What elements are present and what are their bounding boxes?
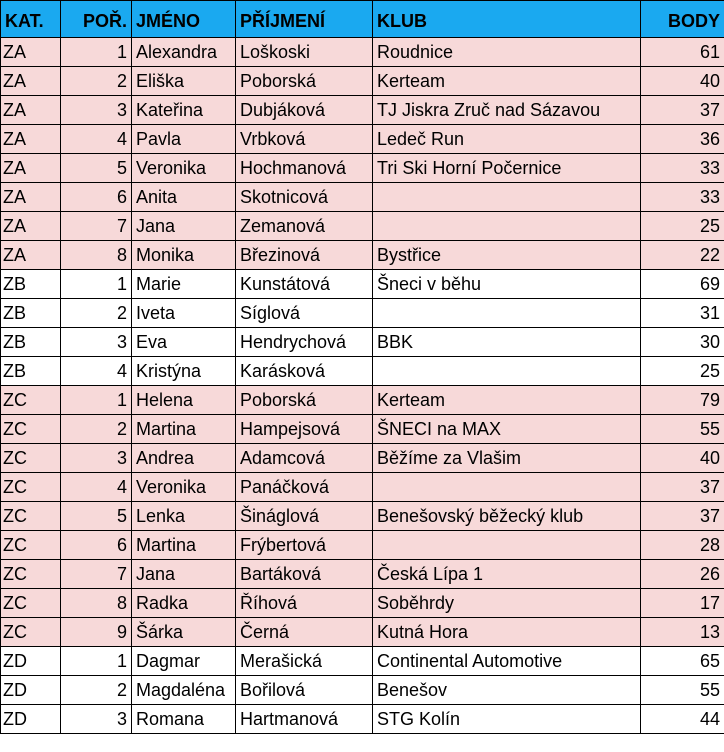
cell-klub: Kerteam bbox=[373, 386, 641, 415]
table-row bbox=[1, 560, 724, 589]
cell-kat: ZA bbox=[1, 154, 61, 183]
table-row bbox=[1, 212, 724, 241]
cell-body: 65 bbox=[641, 647, 724, 676]
cell-prijmeni: Poborská bbox=[236, 386, 373, 415]
cell-jmeno: Šárka bbox=[132, 618, 236, 647]
cell-jmeno: Monika bbox=[132, 241, 236, 270]
cell-kat: ZB bbox=[1, 328, 61, 357]
table-row bbox=[1, 618, 724, 647]
cell-prijmeni: Bořilová bbox=[236, 676, 373, 705]
cell-poradi: 1 bbox=[61, 270, 132, 299]
cell-kat: ZC bbox=[1, 531, 61, 560]
cell-body: 69 bbox=[641, 270, 724, 299]
cell-prijmeni: Karásková bbox=[236, 357, 373, 386]
cell-body: 33 bbox=[641, 183, 724, 212]
cell-prijmeni: Vrbková bbox=[236, 125, 373, 154]
cell-klub bbox=[373, 357, 641, 386]
cell-kat: ZD bbox=[1, 676, 61, 705]
cell-klub: Kutná Hora bbox=[373, 618, 641, 647]
cell-klub bbox=[373, 183, 641, 212]
cell-body: 22 bbox=[641, 241, 724, 270]
cell-kat: ZA bbox=[1, 125, 61, 154]
cell-jmeno: Eliška bbox=[132, 67, 236, 96]
table-row bbox=[1, 473, 724, 502]
header-kat: KAT. bbox=[1, 1, 61, 38]
cell-prijmeni: Hartmanová bbox=[236, 705, 373, 734]
cell-body: 13 bbox=[641, 618, 724, 647]
cell-jmeno: Helena bbox=[132, 386, 236, 415]
cell-poradi: 2 bbox=[61, 299, 132, 328]
cell-poradi: 3 bbox=[61, 328, 132, 357]
cell-klub: Kerteam bbox=[373, 67, 641, 96]
cell-poradi: 7 bbox=[61, 212, 132, 241]
cell-body: 17 bbox=[641, 589, 724, 618]
cell-klub: Continental Automotive bbox=[373, 647, 641, 676]
cell-klub: Benešovský běžecký klub bbox=[373, 502, 641, 531]
cell-jmeno: Eva bbox=[132, 328, 236, 357]
cell-poradi: 8 bbox=[61, 241, 132, 270]
cell-prijmeni: Hochmanová bbox=[236, 154, 373, 183]
cell-prijmeni: Hampejsová bbox=[236, 415, 373, 444]
cell-prijmeni: Březinová bbox=[236, 241, 373, 270]
cell-jmeno: Romana bbox=[132, 705, 236, 734]
cell-prijmeni: Šináglová bbox=[236, 502, 373, 531]
cell-klub bbox=[373, 299, 641, 328]
cell-jmeno: Pavla bbox=[132, 125, 236, 154]
table-row bbox=[1, 67, 724, 96]
cell-kat: ZA bbox=[1, 67, 61, 96]
cell-body: 79 bbox=[641, 386, 724, 415]
cell-kat: ZC bbox=[1, 386, 61, 415]
cell-klub: Benešov bbox=[373, 676, 641, 705]
cell-poradi: 5 bbox=[61, 154, 132, 183]
table-row bbox=[1, 38, 724, 67]
cell-jmeno: Kateřina bbox=[132, 96, 236, 125]
cell-poradi: 6 bbox=[61, 183, 132, 212]
cell-prijmeni: Loškoski bbox=[236, 38, 373, 67]
cell-jmeno: Marie bbox=[132, 270, 236, 299]
cell-body: 55 bbox=[641, 676, 724, 705]
cell-poradi: 4 bbox=[61, 473, 132, 502]
cell-poradi: 5 bbox=[61, 502, 132, 531]
cell-prijmeni: Merašická bbox=[236, 647, 373, 676]
header-klub: KLUB bbox=[373, 1, 641, 38]
cell-kat: ZA bbox=[1, 38, 61, 67]
table-row bbox=[1, 444, 724, 473]
cell-body: 31 bbox=[641, 299, 724, 328]
table-body bbox=[1, 38, 724, 734]
cell-poradi: 2 bbox=[61, 676, 132, 705]
cell-jmeno: Martina bbox=[132, 531, 236, 560]
cell-klub: Česká Lípa 1 bbox=[373, 560, 641, 589]
cell-kat: ZC bbox=[1, 560, 61, 589]
cell-klub: BBK bbox=[373, 328, 641, 357]
cell-prijmeni: Kunstátová bbox=[236, 270, 373, 299]
cell-prijmeni: Skotnicová bbox=[236, 183, 373, 212]
cell-klub bbox=[373, 531, 641, 560]
cell-kat: ZC bbox=[1, 473, 61, 502]
cell-poradi: 3 bbox=[61, 705, 132, 734]
table-row bbox=[1, 357, 724, 386]
cell-kat: ZA bbox=[1, 241, 61, 270]
header-body: BODY bbox=[641, 1, 724, 38]
cell-jmeno: Alexandra bbox=[132, 38, 236, 67]
cell-poradi: 2 bbox=[61, 67, 132, 96]
cell-klub: TJ Jiskra Zruč nad Sázavou bbox=[373, 96, 641, 125]
cell-body: 30 bbox=[641, 328, 724, 357]
cell-kat: ZC bbox=[1, 444, 61, 473]
cell-poradi: 1 bbox=[61, 647, 132, 676]
cell-jmeno: Lenka bbox=[132, 502, 236, 531]
header-poradi: POŘ. bbox=[61, 1, 132, 38]
cell-body: 26 bbox=[641, 560, 724, 589]
cell-poradi: 4 bbox=[61, 125, 132, 154]
cell-poradi: 2 bbox=[61, 415, 132, 444]
cell-prijmeni: Síglová bbox=[236, 299, 373, 328]
cell-klub: Šneci v běhu bbox=[373, 270, 641, 299]
cell-prijmeni: Zemanová bbox=[236, 212, 373, 241]
cell-body: 25 bbox=[641, 357, 724, 386]
cell-body: 44 bbox=[641, 705, 724, 734]
cell-klub: STG Kolín bbox=[373, 705, 641, 734]
cell-jmeno: Radka bbox=[132, 589, 236, 618]
cell-kat: ZA bbox=[1, 212, 61, 241]
cell-klub: ŠNECI na MAX bbox=[373, 415, 641, 444]
table-row bbox=[1, 125, 724, 154]
table-row bbox=[1, 386, 724, 415]
table-row bbox=[1, 531, 724, 560]
cell-body: 25 bbox=[641, 212, 724, 241]
header-row bbox=[1, 1, 724, 38]
cell-prijmeni: Poborská bbox=[236, 67, 373, 96]
cell-body: 37 bbox=[641, 473, 724, 502]
cell-jmeno: Iveta bbox=[132, 299, 236, 328]
cell-kat: ZB bbox=[1, 299, 61, 328]
table-row bbox=[1, 270, 724, 299]
cell-klub bbox=[373, 212, 641, 241]
cell-klub: Soběhrdy bbox=[373, 589, 641, 618]
cell-kat: ZB bbox=[1, 270, 61, 299]
table-row bbox=[1, 96, 724, 125]
cell-jmeno: Martina bbox=[132, 415, 236, 444]
cell-poradi: 6 bbox=[61, 531, 132, 560]
table-row bbox=[1, 647, 724, 676]
cell-kat: ZC bbox=[1, 415, 61, 444]
table-row bbox=[1, 183, 724, 212]
table-row bbox=[1, 705, 724, 734]
cell-prijmeni: Černá bbox=[236, 618, 373, 647]
header-prijmeni: PŘÍJMENÍ bbox=[236, 1, 373, 38]
cell-poradi: 1 bbox=[61, 38, 132, 67]
table-row bbox=[1, 415, 724, 444]
cell-jmeno: Jana bbox=[132, 212, 236, 241]
table-row bbox=[1, 299, 724, 328]
cell-body: 37 bbox=[641, 502, 724, 531]
cell-body: 55 bbox=[641, 415, 724, 444]
table-row bbox=[1, 328, 724, 357]
cell-kat: ZC bbox=[1, 618, 61, 647]
cell-klub: Ledeč Run bbox=[373, 125, 641, 154]
cell-klub: Bystřice bbox=[373, 241, 641, 270]
cell-body: 28 bbox=[641, 531, 724, 560]
cell-poradi: 7 bbox=[61, 560, 132, 589]
cell-kat: ZC bbox=[1, 589, 61, 618]
table-row bbox=[1, 589, 724, 618]
cell-kat: ZD bbox=[1, 647, 61, 676]
cell-prijmeni: Adamcová bbox=[236, 444, 373, 473]
cell-jmeno: Veronika bbox=[132, 154, 236, 183]
cell-prijmeni: Hendrychová bbox=[236, 328, 373, 357]
cell-prijmeni: Říhová bbox=[236, 589, 373, 618]
cell-prijmeni: Dubjáková bbox=[236, 96, 373, 125]
cell-body: 40 bbox=[641, 67, 724, 96]
cell-klub bbox=[373, 473, 641, 502]
cell-prijmeni: Frýbertová bbox=[236, 531, 373, 560]
header-jmeno: JMÉNO bbox=[132, 1, 236, 38]
cell-poradi: 1 bbox=[61, 386, 132, 415]
cell-jmeno: Anita bbox=[132, 183, 236, 212]
cell-jmeno: Dagmar bbox=[132, 647, 236, 676]
cell-jmeno: Jana bbox=[132, 560, 236, 589]
cell-kat: ZB bbox=[1, 357, 61, 386]
cell-jmeno: Veronika bbox=[132, 473, 236, 502]
cell-kat: ZA bbox=[1, 96, 61, 125]
cell-body: 40 bbox=[641, 444, 724, 473]
cell-klub: Roudnice bbox=[373, 38, 641, 67]
cell-prijmeni: Panáčková bbox=[236, 473, 373, 502]
table-row bbox=[1, 154, 724, 183]
cell-poradi: 3 bbox=[61, 444, 132, 473]
cell-body: 37 bbox=[641, 96, 724, 125]
cell-kat: ZC bbox=[1, 502, 61, 531]
cell-body: 36 bbox=[641, 125, 724, 154]
cell-klub: Tri Ski Horní Počernice bbox=[373, 154, 641, 183]
cell-body: 33 bbox=[641, 154, 724, 183]
cell-poradi: 4 bbox=[61, 357, 132, 386]
cell-kat: ZA bbox=[1, 183, 61, 212]
cell-body: 61 bbox=[641, 38, 724, 67]
cell-poradi: 3 bbox=[61, 96, 132, 125]
table-row bbox=[1, 502, 724, 531]
cell-jmeno: Andrea bbox=[132, 444, 236, 473]
cell-prijmeni: Bartáková bbox=[236, 560, 373, 589]
cell-poradi: 8 bbox=[61, 589, 132, 618]
cell-jmeno: Kristýna bbox=[132, 357, 236, 386]
cell-kat: ZD bbox=[1, 705, 61, 734]
cell-jmeno: Magdaléna bbox=[132, 676, 236, 705]
table-row bbox=[1, 241, 724, 270]
cell-klub: Běžíme za Vlašim bbox=[373, 444, 641, 473]
cell-poradi: 9 bbox=[61, 618, 132, 647]
table-row bbox=[1, 676, 724, 705]
